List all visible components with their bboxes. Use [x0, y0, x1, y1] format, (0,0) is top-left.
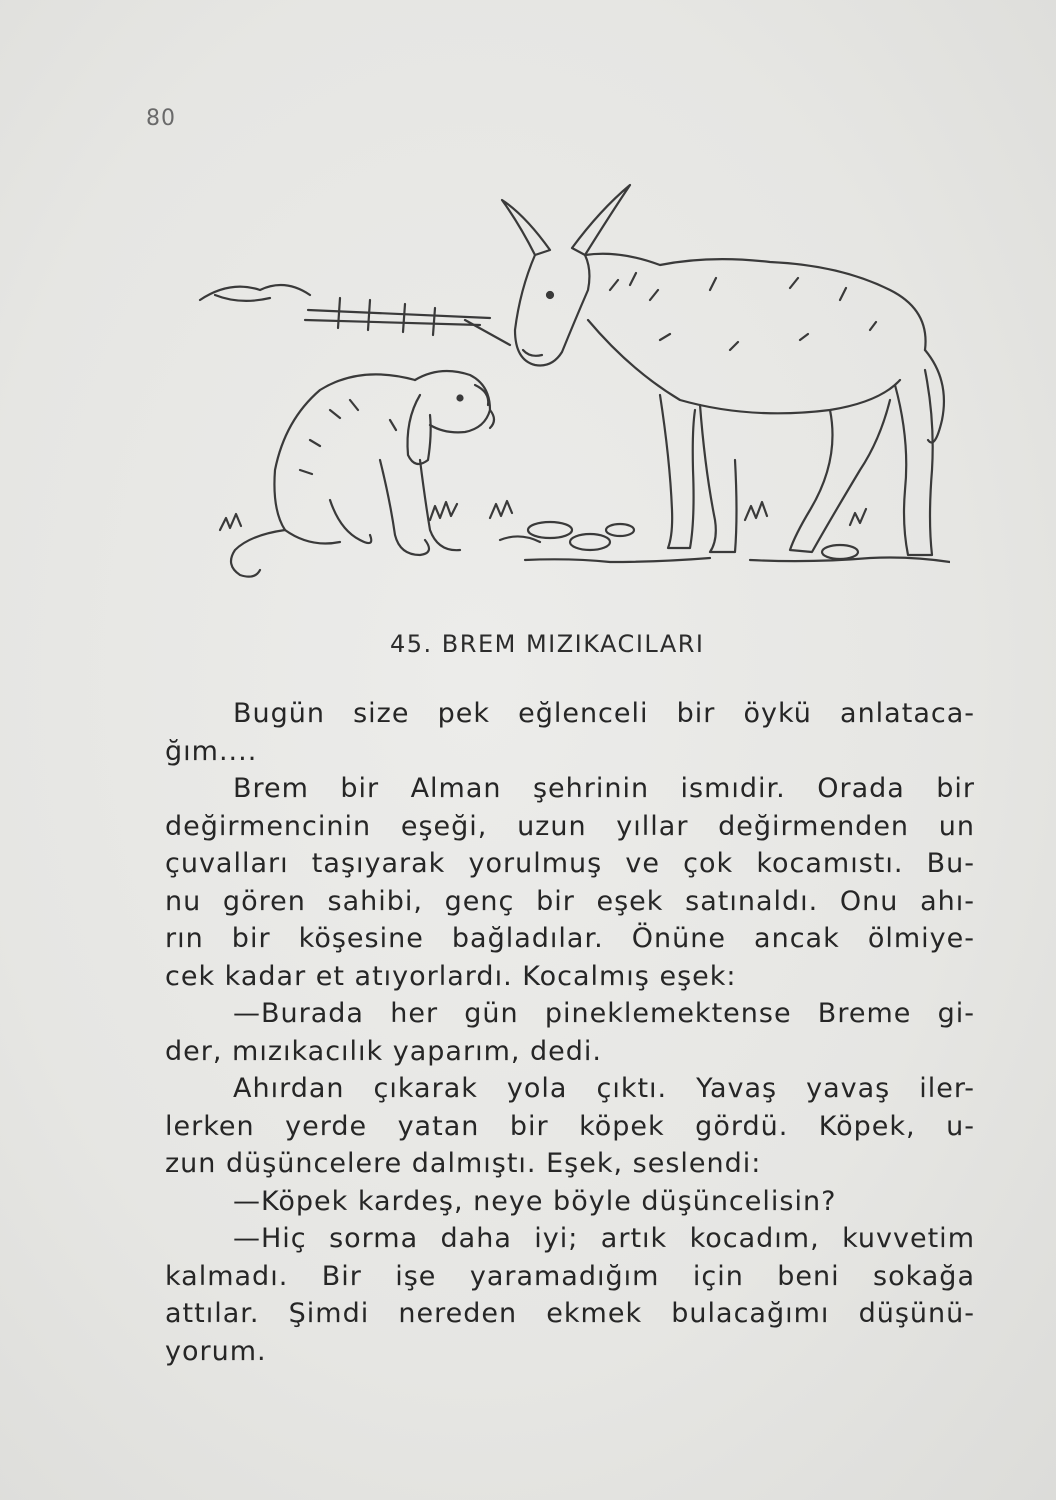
text-line: çuvalları taşıyarak yorulmuş ve çok kocamıstı. Bu-	[165, 848, 975, 879]
text-line: lerken yerde yatan bir köpek gördü. Köpek, u-	[165, 1110, 975, 1142]
text-line: kalmadı. Bir işe yaramadığım için beni sokağa	[165, 1260, 975, 1292]
text-line: nu gören sahibi, genç bir eşek satınaldı. Onu ahı-	[165, 885, 975, 917]
text-line: zun düşüncelere dalmıştı. Eşek, seslendi:	[165, 1148, 762, 1179]
fence-drawing	[200, 285, 510, 345]
text-line: Bugün size pek eğlenceli bir öykü anlataca-	[233, 698, 975, 729]
text-line: —Hiç sorma daha iyi; artık kocadım, kuvvetim	[233, 1223, 975, 1254]
donkey-and-dog-illustration	[190, 170, 950, 600]
text-line: değirmencinin eşeği, uzun yıllar değirmenden un	[165, 810, 975, 842]
text-line: der, mızıkacılık yaparım, dedi.	[165, 1035, 603, 1067]
donkey-drawing	[502, 185, 944, 555]
text-line: —Köpek kardeş, neye böyle düşüncelisin?	[233, 1185, 837, 1217]
text-line: attılar. Şimdi nereden ekmek bulacağımı düşünü-	[165, 1298, 975, 1329]
story-text	[165, 695, 975, 1370]
ground-drawing	[220, 501, 950, 562]
text-line: Ahırdan çıkarak yola çıktı. Yavaş yavaş iler-	[233, 1073, 975, 1104]
chapter-title: 45. BREM MIZIKACILARI	[390, 630, 705, 658]
text-line: Brem bir Alman şehrinin ismıdir. Orada bir	[233, 773, 975, 804]
text-line: yorum.	[165, 1335, 267, 1367]
dog-drawing	[231, 371, 494, 577]
text-line: cek kadar et atıyorlardı. Kocalmış eşek:	[165, 960, 737, 992]
text-line: ğım....	[165, 735, 258, 767]
text-line: rın bir köşesine bağladılar. Önüne ancak ölmiye-	[165, 923, 975, 954]
page-number: 80	[146, 106, 176, 131]
text-line: —Burada her gün pineklemektense Breme gi-	[233, 998, 975, 1029]
